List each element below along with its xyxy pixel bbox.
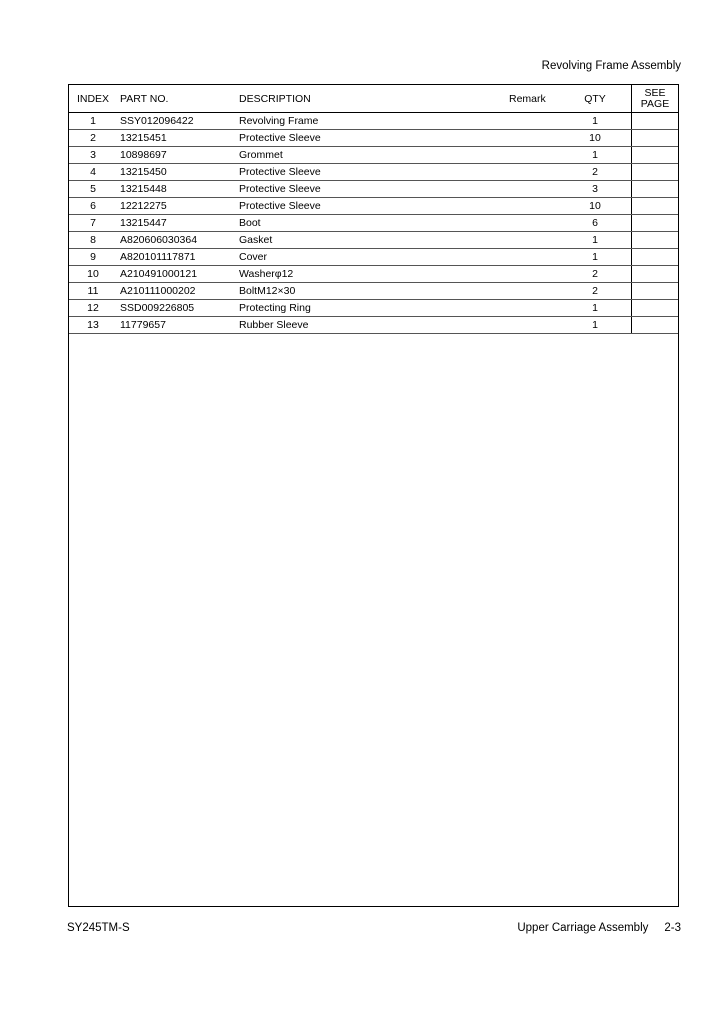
cell-part-no: 13215447	[117, 215, 239, 232]
cell-remark	[509, 147, 559, 164]
cell-description: Grommet	[239, 147, 509, 164]
cell-part-no: SSY012096422	[117, 113, 239, 130]
cell-index: 12	[69, 300, 117, 317]
cell-remark	[509, 300, 559, 317]
cell-see-page	[632, 232, 679, 249]
cell-remark	[509, 249, 559, 266]
cell-see-page	[632, 300, 679, 317]
cell-remark	[509, 130, 559, 147]
table-row	[69, 300, 678, 317]
cell-qty: 2	[559, 164, 632, 181]
cell-index: 6	[69, 198, 117, 215]
cell-index: 7	[69, 215, 117, 232]
cell-see-page	[632, 113, 679, 130]
cell-description: Protective Sleeve	[239, 198, 509, 215]
cell-see-page	[632, 181, 679, 198]
cell-part-no: 13215448	[117, 181, 239, 198]
footer-page-number: 2-3	[664, 922, 681, 934]
col-header-see-page	[632, 85, 679, 113]
cell-remark	[509, 113, 559, 130]
table-header-row	[69, 85, 678, 113]
cell-qty: 10	[559, 198, 632, 215]
cell-description: Protective Sleeve	[239, 130, 509, 147]
cell-part-no: 13215451	[117, 130, 239, 147]
cell-remark	[509, 215, 559, 232]
page-header-title: Revolving Frame Assembly	[541, 60, 681, 72]
cell-index: 8	[69, 232, 117, 249]
table-row	[69, 181, 678, 198]
cell-see-page	[632, 266, 679, 283]
cell-description: Washerφ12	[239, 266, 509, 283]
cell-index: 9	[69, 249, 117, 266]
cell-remark	[509, 283, 559, 300]
cell-qty: 1	[559, 147, 632, 164]
table-row	[69, 266, 678, 283]
cell-qty: 1	[559, 249, 632, 266]
cell-description: Cover	[239, 249, 509, 266]
cell-description: Protective Sleeve	[239, 181, 509, 198]
col-header-qty: QTY	[559, 85, 632, 113]
cell-index: 3	[69, 147, 117, 164]
cell-see-page	[632, 215, 679, 232]
cell-index: 4	[69, 164, 117, 181]
table-row	[69, 164, 678, 181]
table-row	[69, 232, 678, 249]
cell-part-no: SSD009226805	[117, 300, 239, 317]
cell-see-page	[632, 249, 679, 266]
cell-index: 5	[69, 181, 117, 198]
cell-qty: 2	[559, 283, 632, 300]
cell-see-page	[632, 130, 679, 147]
cell-index: 2	[69, 130, 117, 147]
cell-see-page	[632, 317, 679, 334]
table-row	[69, 249, 678, 266]
cell-part-no: A210491000121	[117, 266, 239, 283]
table-row	[69, 130, 678, 147]
cell-qty: 10	[559, 130, 632, 147]
cell-index: 1	[69, 113, 117, 130]
cell-description: Protective Sleeve	[239, 164, 509, 181]
cell-qty: 1	[559, 317, 632, 334]
footer-section	[517, 922, 681, 934]
table-row	[69, 147, 678, 164]
table-row	[69, 198, 678, 215]
cell-qty: 2	[559, 266, 632, 283]
cell-remark	[509, 317, 559, 334]
cell-description: Protecting Ring	[239, 300, 509, 317]
cell-part-no: 12212275	[117, 198, 239, 215]
table-row	[69, 215, 678, 232]
cell-description: BoltM12×30	[239, 283, 509, 300]
parts-list-frame	[68, 84, 679, 907]
cell-part-no: 10898697	[117, 147, 239, 164]
cell-part-no: 13215450	[117, 164, 239, 181]
cell-remark	[509, 181, 559, 198]
cell-description: Rubber Sleeve	[239, 317, 509, 334]
cell-remark	[509, 232, 559, 249]
cell-see-page	[632, 164, 679, 181]
cell-part-no: A820101117871	[117, 249, 239, 266]
cell-description: Gasket	[239, 232, 509, 249]
cell-qty: 1	[559, 232, 632, 249]
cell-remark	[509, 198, 559, 215]
cell-part-no: A820606030364	[117, 232, 239, 249]
page-label: PAGE	[640, 97, 670, 110]
cell-see-page	[632, 147, 679, 164]
cell-qty: 6	[559, 215, 632, 232]
cell-qty: 1	[559, 300, 632, 317]
cell-index: 10	[69, 266, 117, 283]
cell-remark	[509, 164, 559, 181]
cell-see-page	[632, 283, 679, 300]
cell-index: 11	[69, 283, 117, 300]
table-row	[69, 113, 678, 130]
footer-section-title: Upper Carriage Assembly	[517, 922, 649, 934]
cell-qty: 1	[559, 113, 632, 130]
cell-part-no: 11779657	[117, 317, 239, 334]
col-header-remark: Remark	[509, 85, 559, 113]
footer-model: SY245TM-S	[67, 922, 130, 934]
table-body	[69, 113, 678, 334]
parts-table	[69, 85, 678, 334]
cell-index: 13	[69, 317, 117, 334]
see-label: SEE	[644, 86, 666, 99]
cell-part-no: A210111000202	[117, 283, 239, 300]
cell-see-page	[632, 198, 679, 215]
table-row	[69, 317, 678, 334]
table-row	[69, 283, 678, 300]
col-header-description: DESCRIPTION	[239, 85, 509, 113]
cell-qty: 3	[559, 181, 632, 198]
cell-description: Boot	[239, 215, 509, 232]
cell-description: Revolving Frame	[239, 113, 509, 130]
col-header-part-no: PART NO.	[117, 85, 239, 113]
col-header-index: INDEX	[69, 85, 117, 113]
cell-remark	[509, 266, 559, 283]
